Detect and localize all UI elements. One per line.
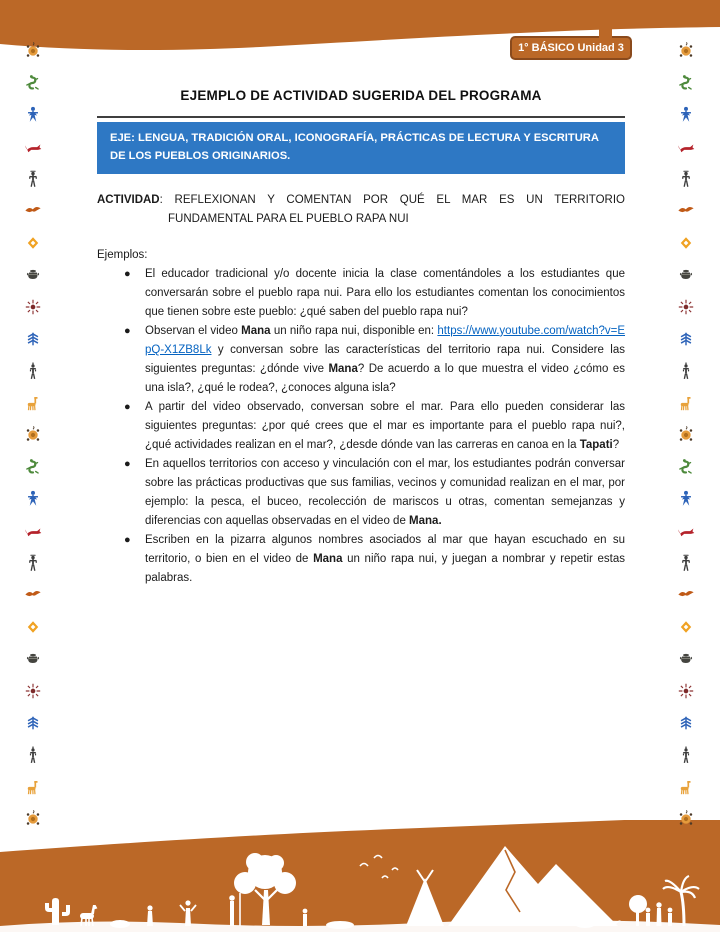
blue-figure-icon: [24, 490, 42, 508]
title-divider: [97, 116, 625, 118]
fox-icon: [677, 522, 695, 540]
llama-icon: [24, 394, 42, 412]
fox-icon: [24, 522, 42, 540]
standing-person-icon: [677, 170, 695, 188]
left-petroglyph-column: [16, 42, 50, 828]
text-run: : REFLEXIONAN Y COMENTAN POR QUÉ EL MAR ES UN TERRITORIO FUNDAMENTAL PARA EL PUEBLO RAPA NUI: [159, 193, 625, 225]
youtube-link[interactable]: https://www.youtube.com/watch?v=EpQ-X1ZB8Lk: [145, 324, 626, 356]
chief-person-icon: [24, 362, 42, 380]
fox-icon: [677, 138, 695, 156]
sun-turtle-icon: [24, 426, 42, 444]
text-run: Escriben en la pizarra algunos nombres asociados al mar que hayan escuchado en su territorio, o bien en el video de: [145, 533, 625, 565]
diamond-flower-icon: [677, 234, 695, 252]
bold-text: Mana: [328, 362, 358, 375]
bullet-marker: ●: [124, 267, 131, 280]
actividad-heading: [97, 191, 625, 229]
tree-figure-icon: [677, 714, 695, 732]
bullet-item-2: [97, 322, 625, 398]
lizard-icon: [24, 74, 42, 92]
bold-text: Mana: [313, 552, 343, 565]
bullet-item-4: [97, 455, 625, 531]
text-run: un niño rapa nui, disponible en:: [270, 324, 438, 337]
condor-icon: [24, 586, 42, 604]
text-run: ?: [612, 438, 620, 451]
ejemplos-label: Ejemplos:: [97, 248, 148, 261]
text-run: El educador tradicional y/o docente inicia la clase comentándoles a los estudiantes que conversarán sobre el pueblo rapa nui. Para ello los estudiantes comentan los conocimientos que tienen sobre este pueblo: ¿qué saben del pueblo rapa nui?: [145, 267, 625, 318]
bullet-marker: ●: [124, 457, 131, 470]
right-petroglyph-column: [669, 42, 703, 828]
eje-banner: EJE: LENGUA, TRADICIÓN ORAL, ICONOGRAFÍA, PRÁCTICAS DE LECTURA Y ESCRITURA DE LOS PUEBLOS ORIGINARIOS.: [97, 122, 625, 174]
lizard-icon: [677, 74, 695, 92]
bottom-landscape-decoration: [0, 820, 720, 932]
bullet-marker: ●: [124, 533, 131, 546]
blue-figure-icon: [24, 106, 42, 124]
sunburst-icon: [677, 682, 695, 700]
sunburst-icon: [24, 682, 42, 700]
text-run: En aquellos territorios con acceso y vinculación con el mar, los estudiantes podrán conversar sobre las prácticas productivas que sus familias, vecinos y comunidad realizan en el mar, por ejemplo: la pesca, el buceo, recolección de mariscos u otras, comentan semejanzas y diferencias con aquellas observadas en el video de: [145, 457, 625, 527]
pottery-icon: [24, 650, 42, 668]
standing-person-icon: [677, 554, 695, 572]
bold-text: Tapati: [579, 438, 613, 451]
bold-text: Mana: [241, 324, 271, 337]
page-title: EJEMPLO DE ACTIVIDAD SUGERIDA DEL PROGRAMA: [180, 88, 542, 103]
llama-icon: [24, 778, 42, 796]
text-run: ? De acuerdo a lo que muestra el video ¿cómo es una isla?, ¿qué le rodea?, ¿conoces alguna isla?: [145, 362, 625, 394]
sun-turtle-icon: [677, 426, 695, 444]
llama-icon: [677, 394, 695, 412]
text-run: A partir del video observado, conversan sobre el mar. Para ello pueden considerar las siguientes preguntas: ¿por qué crees que el mar es importante para el pueblo rapa nui?, ¿qué actividades realizan en el mar?, ¿desde dónde van las carreras en canoa en la: [145, 400, 625, 451]
chief-person-icon: [24, 746, 42, 764]
pottery-icon: [24, 266, 42, 284]
unit-badge: 1° BÁSICO Unidad 3: [510, 36, 632, 60]
activity-bullet-list: [97, 265, 625, 588]
bold-text: Mana.: [409, 514, 442, 527]
diamond-flower-icon: [24, 234, 42, 252]
pottery-icon: [677, 650, 695, 668]
tree-figure-icon: [24, 714, 42, 732]
standing-person-icon: [24, 554, 42, 572]
chief-person-icon: [677, 362, 695, 380]
chief-person-icon: [677, 746, 695, 764]
bold-text: ACTIVIDAD: [97, 193, 160, 206]
bullet-item-5: [97, 531, 625, 588]
llama-icon: [677, 778, 695, 796]
pottery-icon: [677, 266, 695, 284]
tree-figure-icon: [24, 330, 42, 348]
document-content: [97, 0, 625, 588]
sun-turtle-icon: [677, 810, 695, 828]
bullet-marker: ●: [124, 400, 131, 413]
text-run: y conversan sobre las características del territorio rapa nui. Considere las siguientes preguntas: ¿dónde vive: [145, 343, 625, 375]
sunburst-icon: [24, 298, 42, 316]
diamond-flower-icon: [677, 618, 695, 636]
condor-icon: [677, 202, 695, 220]
tree-figure-icon: [677, 330, 695, 348]
standing-person-icon: [24, 170, 42, 188]
condor-icon: [677, 586, 695, 604]
diamond-flower-icon: [24, 618, 42, 636]
condor-icon: [24, 202, 42, 220]
bullet-marker: ●: [124, 324, 131, 337]
blue-figure-icon: [677, 106, 695, 124]
lizard-icon: [677, 458, 695, 476]
fox-icon: [24, 138, 42, 156]
sun-turtle-icon: [24, 810, 42, 828]
sunburst-icon: [677, 298, 695, 316]
sun-turtle-icon: [24, 42, 42, 60]
blue-figure-icon: [677, 490, 695, 508]
lizard-icon: [24, 458, 42, 476]
sun-turtle-icon: [677, 42, 695, 60]
bullet-item-3: [97, 398, 625, 455]
bullet-item-1: [97, 265, 625, 322]
text-run: Observan el video: [145, 324, 242, 337]
text-run: un niño rapa nui, y juegan a nombrar y repetir estas palabras.: [145, 552, 625, 584]
